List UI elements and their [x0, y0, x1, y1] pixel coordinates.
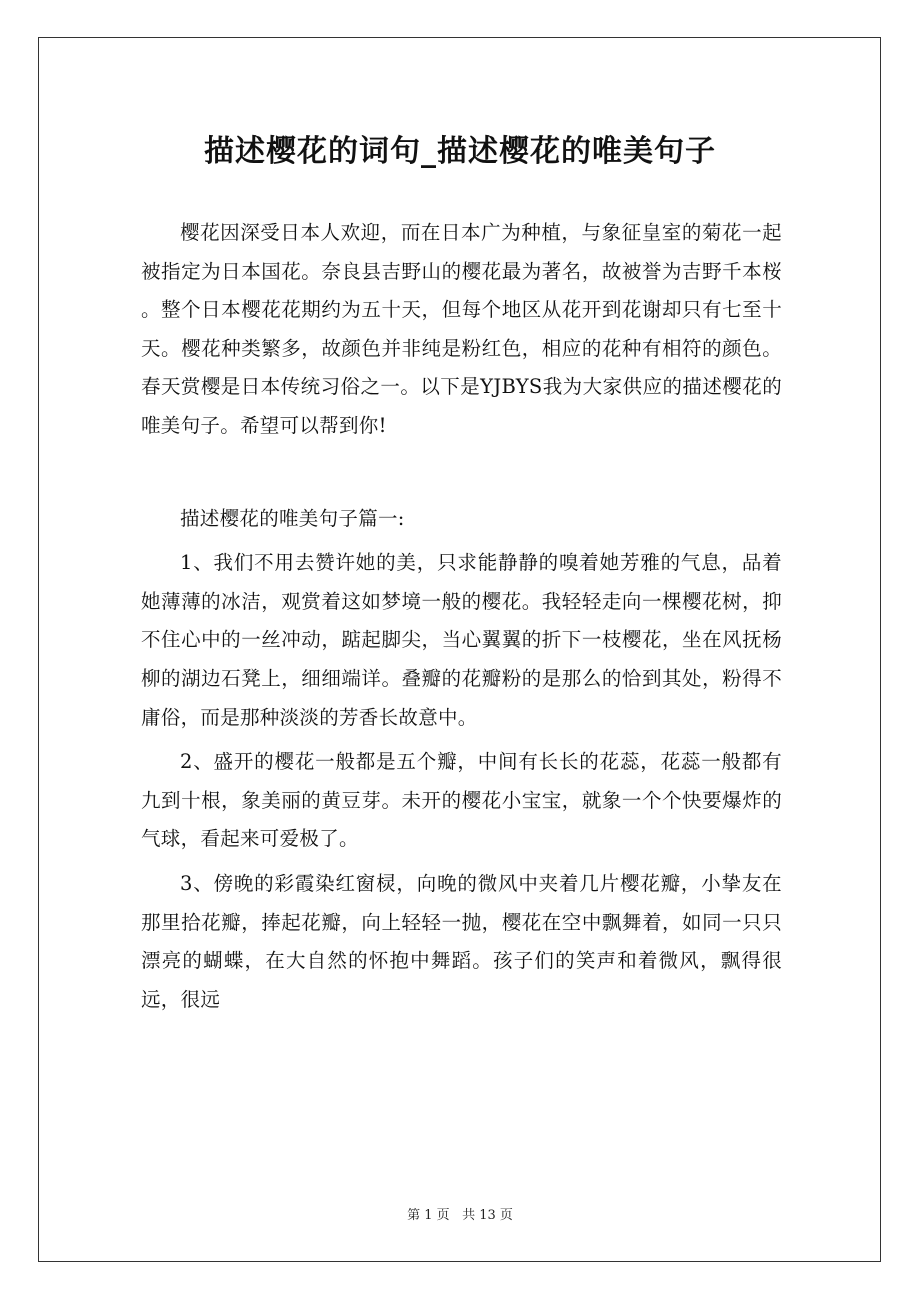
page-total: 共 13 页 [462, 1208, 513, 1223]
list-item: 1、我们不用去赞许她的美，只求能静静的嗅着她芳雅的气息，品着她薄薄的冰洁，观赏着这如梦境一般的樱花。我轻轻走向一棵樱花树，抑不住心中的一丝冲动，踮起脚尖，当心翼翼的折下一枝樱花，坐在风抚杨柳的湖边石凳上，细细端详。叠瓣的花瓣粉的是那么的恰到其处，粉得不庸俗，而是那种淡淡的芳香长故意中。 [141, 551, 782, 729]
section-spacer [141, 446, 782, 500]
intro-paragraph: 樱花因深受日本人欢迎，而在日本广为种植，与象征皇室的菊花一起被指定为日本国花。奈良县吉野山的樱花最为著名，故被誉为吉野千本桜 。整个日本樱花花期约为五十天，但每个地区从花开到花谢却只有七至十天。樱花种类繁多，故颜色并非纯是粉红色，相应的花种有相符的颜色。春天赏樱是日本传统习俗之一。以下是YJBYS我为大家供应的描述樱花的唯美句子。希望可以帮到你! [141, 221, 782, 437]
list-item: 2、盛开的樱花一般都是五个瓣，中间有长长的花蕊，花蕊一般都有九到十根，象美丽的黄豆芽。未开的樱花小宝宝，就象一个个快要爆炸的气球，看起来可爱极了。 [141, 750, 782, 851]
section-heading: 描述樱花的唯美句子篇一: [180, 506, 405, 530]
page-footer [0, 1206, 920, 1226]
page-number: 第 1 页 [407, 1208, 450, 1223]
document-body [141, 214, 782, 1025]
document-title: 描述樱花的词句_描述樱花的唯美句子 [204, 134, 716, 169]
list-item: 3、傍晚的彩霞染红窗棂，向晚的微风中夹着几片樱花瓣，小挚友在那里拾花瓣，捧起花瓣，向上轻轻一抛，樱花在空中飘舞着，如同一只只漂亮的蝴蝶，在大自然的怀抱中舞蹈。孩子们的笑声和着微风，飘得很远，很远 [141, 871, 782, 1011]
